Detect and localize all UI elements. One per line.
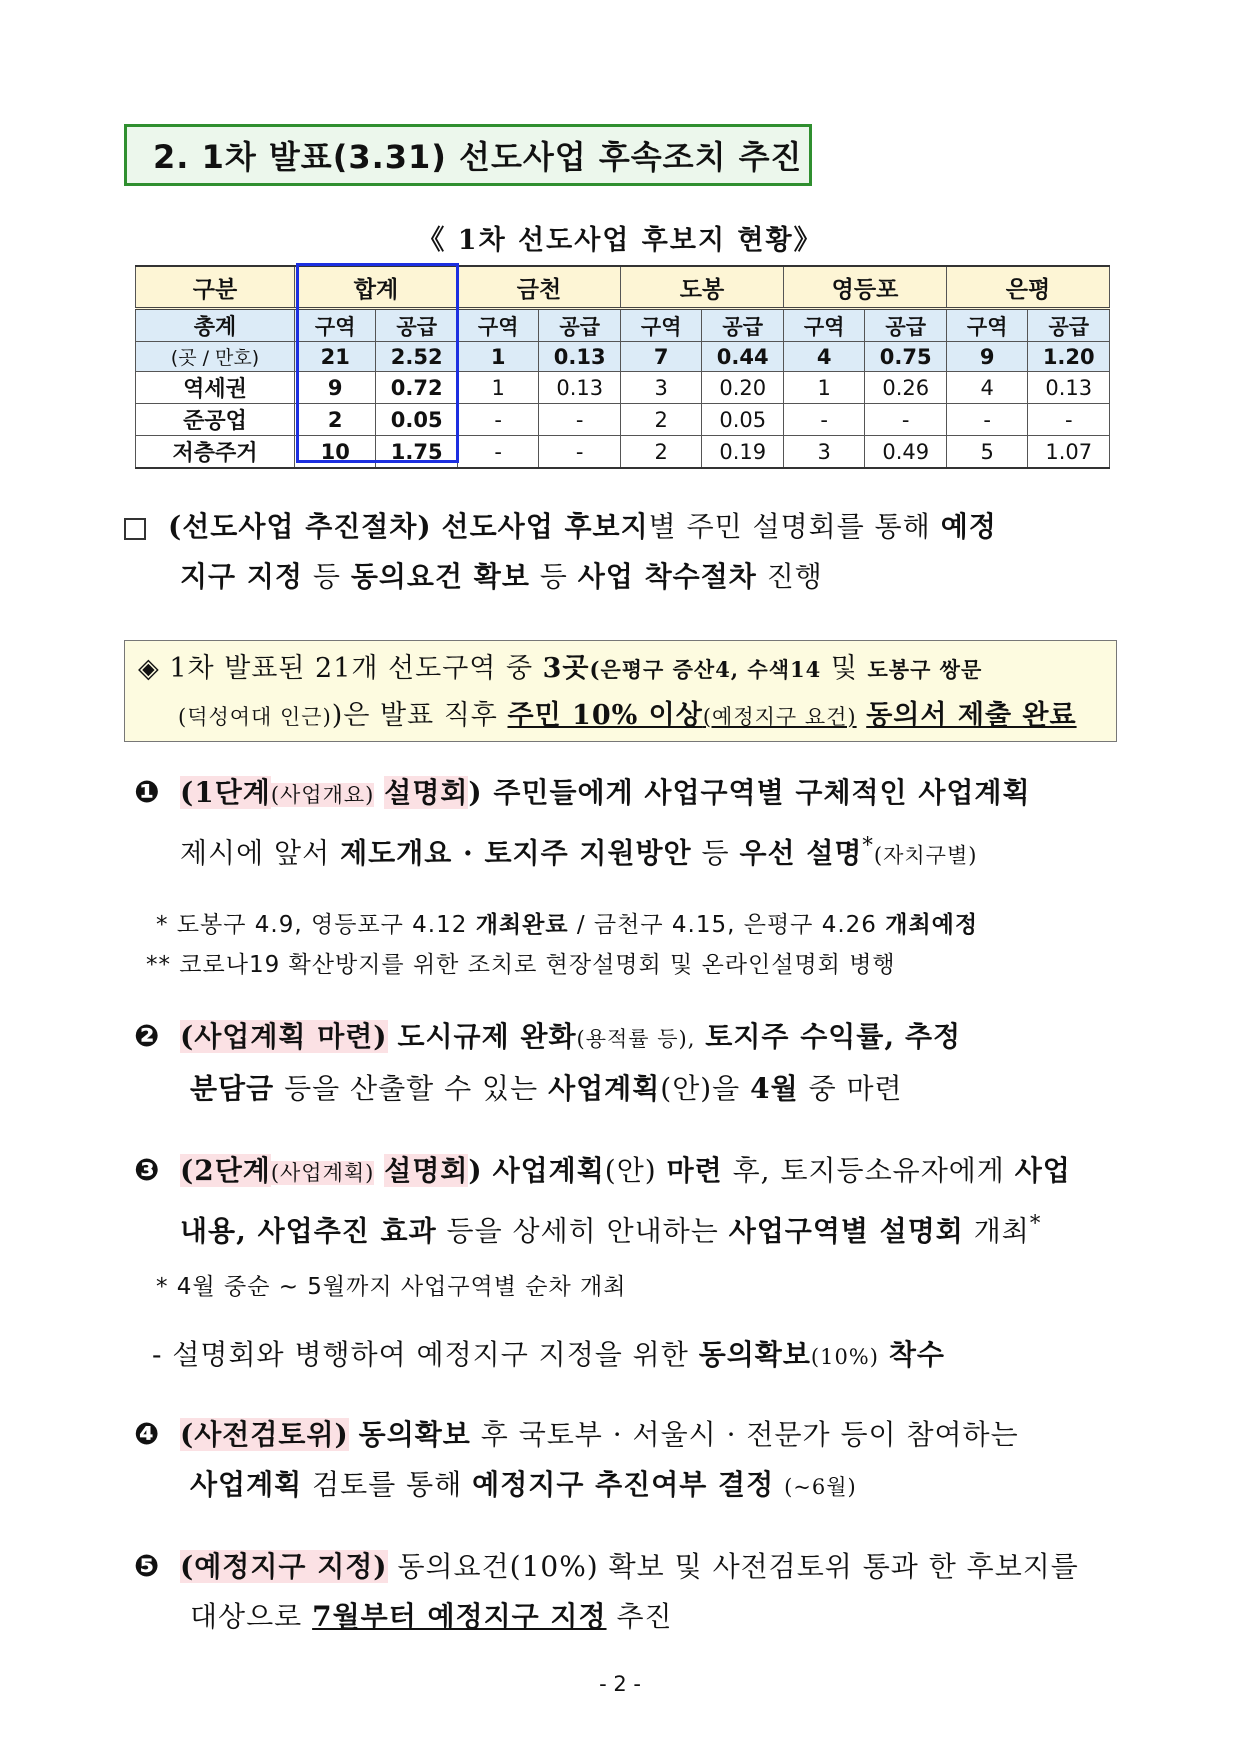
text-span: 사업 착수절차	[577, 560, 757, 593]
table-cell: 9	[294, 372, 376, 404]
table-cell: 2.52	[376, 342, 458, 372]
header-cell: 영등포	[783, 266, 946, 309]
table-cell: -	[1028, 404, 1110, 436]
text-span: (자치구별)	[873, 843, 978, 868]
table-cell: 0.75	[865, 342, 947, 372]
table-cell: 3	[783, 436, 865, 469]
section-title: 2. 1차 발표(3.31) 선도사업 후속조치 추진	[124, 124, 812, 186]
table-cell: 10	[294, 436, 376, 469]
status-table	[135, 265, 1110, 469]
table-cell: 2	[294, 404, 376, 436]
text-span: / 금천구 4.15, 은평구 4.26	[576, 912, 877, 938]
number-3-icon: ❸	[134, 1153, 161, 1188]
text-span: 지구 지정	[180, 560, 303, 593]
text-span: 토지주 수익률,	[705, 1020, 896, 1053]
text-span: 내용, 사업추진 효과	[180, 1214, 437, 1248]
text-span: 등	[701, 836, 730, 870]
consent-line	[152, 1330, 1112, 1382]
text-span: 개최	[973, 1214, 1030, 1248]
table-cell: 1.75	[376, 436, 458, 469]
text-span: 제도개요 · 토지주 지원방안	[340, 836, 692, 870]
step-2	[134, 1012, 1124, 1114]
header-cell: 구분	[136, 266, 295, 309]
table-cell: 21	[294, 342, 376, 372]
text-span: 사업	[1014, 1154, 1071, 1187]
text-span: (선도사업 추진절차)	[168, 510, 432, 543]
text-span: 제시에 앞서	[180, 836, 331, 870]
table-cell: -	[457, 404, 539, 436]
table-cell: 0.13	[539, 372, 621, 404]
subheader-cell: 공급	[539, 309, 621, 342]
table-cell: 0.44	[702, 342, 784, 372]
table-row	[136, 372, 1110, 404]
text-span: (덕성여대 인근)	[178, 705, 332, 729]
text-span: 추정	[905, 1020, 962, 1053]
step-4	[134, 1410, 1124, 1512]
text-span: 도시규제 완화	[397, 1020, 577, 1053]
text-span: 동의서 제출 완료	[866, 700, 1077, 731]
text-span: 사업계획	[548, 1072, 661, 1105]
text-span: 후 국토부 · 서울시 · 전문가 등이 참여하는	[480, 1418, 1019, 1451]
text-span: 예정	[940, 510, 997, 543]
header-cell: 은평	[946, 266, 1109, 309]
note-text	[138, 646, 1113, 740]
diamond-bullet-icon: ◈	[138, 653, 160, 684]
table-cell: 1	[457, 372, 539, 404]
subheader-cell: 공급	[865, 309, 947, 342]
table-header-row	[136, 266, 1110, 309]
subheader-cell: 공급	[376, 309, 458, 342]
table-cell: 0.05	[376, 404, 458, 436]
text-span: 분담금	[190, 1072, 275, 1105]
text-span: )은 발표 직후	[331, 700, 498, 731]
step-5	[134, 1542, 1124, 1642]
text-span: 진행	[766, 560, 823, 593]
row-label: 총계	[136, 309, 295, 342]
table-cell: -	[539, 436, 621, 469]
number-2-icon: ❷	[134, 1019, 161, 1054]
text-span: - 설명회와 병행하여 예정지구 지정을 위한	[152, 1338, 689, 1371]
text-span: 동의확보	[358, 1418, 471, 1451]
subheader-cell: 구역	[457, 309, 539, 342]
text-span: (2단계	[180, 1154, 271, 1187]
table-cell: 1	[457, 342, 539, 372]
footnote-sessions: * 4월 중순 ~ 5월까지 사업구역별 순차 개최	[156, 1274, 627, 1300]
text-span: (사업개요)	[270, 783, 375, 807]
subheader-cell: 구역	[783, 309, 865, 342]
text-span: (10%)	[810, 1345, 879, 1369]
number-1-icon: ❶	[134, 775, 161, 810]
row-label: (곳 / 만호)	[136, 342, 295, 372]
table-cell: 1.20	[1028, 342, 1110, 372]
table-cell: -	[539, 404, 621, 436]
header-cell: 합계	[294, 266, 457, 309]
text-span: (예정지구 지정)	[180, 1550, 388, 1583]
text-span: 추진	[616, 1600, 673, 1633]
text-span: 도봉구 쌍문	[867, 657, 983, 682]
procedure-paragraph	[168, 502, 1128, 602]
table-cell: 2	[620, 404, 702, 436]
subheader-cell: 구역	[946, 309, 1028, 342]
subheader-cell: 공급	[702, 309, 784, 342]
table-subheader-row	[136, 309, 1110, 342]
table-cell: 5	[946, 436, 1028, 469]
text-span: 사업계획	[492, 1154, 605, 1187]
text-span: 동의확보	[698, 1338, 811, 1371]
text-span: 설명회	[384, 776, 469, 809]
table-cell: 7	[620, 342, 702, 372]
subheader-cell: 구역	[620, 309, 702, 342]
text-span: 개최완료	[475, 912, 569, 938]
header-cell: 도봉	[620, 266, 783, 309]
text-span: 1차 발표된 21개 선도구역 중	[169, 653, 534, 684]
table-cell: 0.13	[539, 342, 621, 372]
row-label: 저층주거	[136, 436, 295, 469]
text-span: (은평구 증산4, 수색14	[589, 657, 822, 682]
header-cell: 금천	[457, 266, 620, 309]
text-span: (용적률 등),	[576, 1027, 696, 1051]
table-cell: 1	[783, 372, 865, 404]
text-span: * 도봉구 4.9, 영등포구 4.12	[156, 912, 468, 938]
text-span: 등을 상세히 안내하는	[446, 1214, 719, 1248]
text-span: *	[1029, 1211, 1042, 1235]
table-cell: 1.07	[1028, 436, 1110, 469]
text-span: )	[468, 1154, 483, 1187]
row-label: 준공업	[136, 404, 295, 436]
text-span: 등을 산출할 수 있는	[284, 1072, 539, 1105]
text-span: 선도사업 후보지	[441, 510, 649, 543]
text-span: 동의요건(10%) 확보 및 사전검토위 통과 한 후보지를	[397, 1550, 1079, 1583]
text-span: 등	[539, 560, 568, 593]
table-row	[136, 436, 1110, 469]
number-4-icon: ❹	[134, 1417, 161, 1452]
table-cell: -	[783, 404, 865, 436]
text-span: 및	[830, 653, 858, 684]
text-span: 마련	[666, 1154, 723, 1187]
number-5-icon: ❺	[134, 1549, 161, 1584]
subheader-cell: 공급	[1028, 309, 1110, 342]
step-1	[134, 768, 1124, 880]
table-cell: 0.05	[702, 404, 784, 436]
text-span: 사업구역별 설명회	[728, 1214, 964, 1248]
table-cell: 0.19	[702, 436, 784, 469]
text-span: 중 마련	[808, 1072, 903, 1105]
text-span: 주민 10% 이상	[507, 700, 703, 731]
table-cell: -	[865, 404, 947, 436]
text-span: (~6월)	[784, 1475, 857, 1499]
text-span: (예정지구 요건)	[702, 705, 857, 729]
text-span: 착수	[888, 1338, 945, 1371]
text-span: 검토를 통해	[312, 1468, 463, 1501]
text-span: *	[862, 833, 874, 857]
text-span: (1단계	[180, 776, 271, 809]
text-span: 7월부터 예정지구 지정	[312, 1600, 607, 1633]
table-cell: -	[457, 436, 539, 469]
text-span: (안)	[604, 1154, 657, 1187]
footnote-schedule	[156, 906, 978, 939]
row-label: 역세권	[136, 372, 295, 404]
table-cell: 9	[946, 342, 1028, 372]
text-span: 설명회	[384, 1154, 469, 1187]
text-span: (사업계획)	[270, 1161, 375, 1185]
text-span: 대상으로	[190, 1600, 303, 1633]
table-cell: -	[946, 404, 1028, 436]
table-cell: 2	[620, 436, 702, 469]
table-title: 《 1차 선도사업 후보지 현황》	[417, 225, 823, 256]
text-span: 3곳	[542, 653, 590, 684]
text-span: 예정지구 추진여부 결정	[472, 1468, 775, 1501]
table-cell: 0.26	[865, 372, 947, 404]
table-cell: 4	[783, 342, 865, 372]
text-span: (사업계획 마련)	[180, 1020, 388, 1053]
text-span: 사업계획	[190, 1468, 303, 1501]
checkbox-bullet-icon	[124, 518, 146, 540]
table-cell: 0.72	[376, 372, 458, 404]
step-3	[134, 1146, 1124, 1256]
text-span: (안)을	[660, 1072, 741, 1105]
text-span: ) 주민들에게 사업구역별 구체적인 사업계획	[468, 776, 1031, 809]
subheader-cell: 구역	[294, 309, 376, 342]
table-cell: 4	[946, 372, 1028, 404]
page-number: - 2 -	[599, 1672, 641, 1696]
table-cell: 3	[620, 372, 702, 404]
text-span: 개최예정	[885, 912, 979, 938]
table-row	[136, 404, 1110, 436]
table-total-row	[136, 342, 1110, 372]
table-cell: 0.20	[702, 372, 784, 404]
text-span: (사전검토위)	[180, 1418, 349, 1451]
text-span: 등	[312, 560, 341, 593]
text-span: 동의요건 확보	[350, 560, 530, 593]
table-cell: 0.49	[865, 436, 947, 469]
footnote-covid: ** 코로나19 확산방지를 위한 조치로 현장설명회 및 온라인설명회 병행	[146, 952, 896, 978]
table-cell: 0.13	[1028, 372, 1110, 404]
text-span: 4월	[750, 1072, 799, 1105]
text-span: 후, 토지등소유자에게	[732, 1154, 1005, 1187]
text-span: 별 주민 설명회를 통해	[648, 510, 931, 543]
text-span: 우선 설명	[739, 836, 863, 870]
